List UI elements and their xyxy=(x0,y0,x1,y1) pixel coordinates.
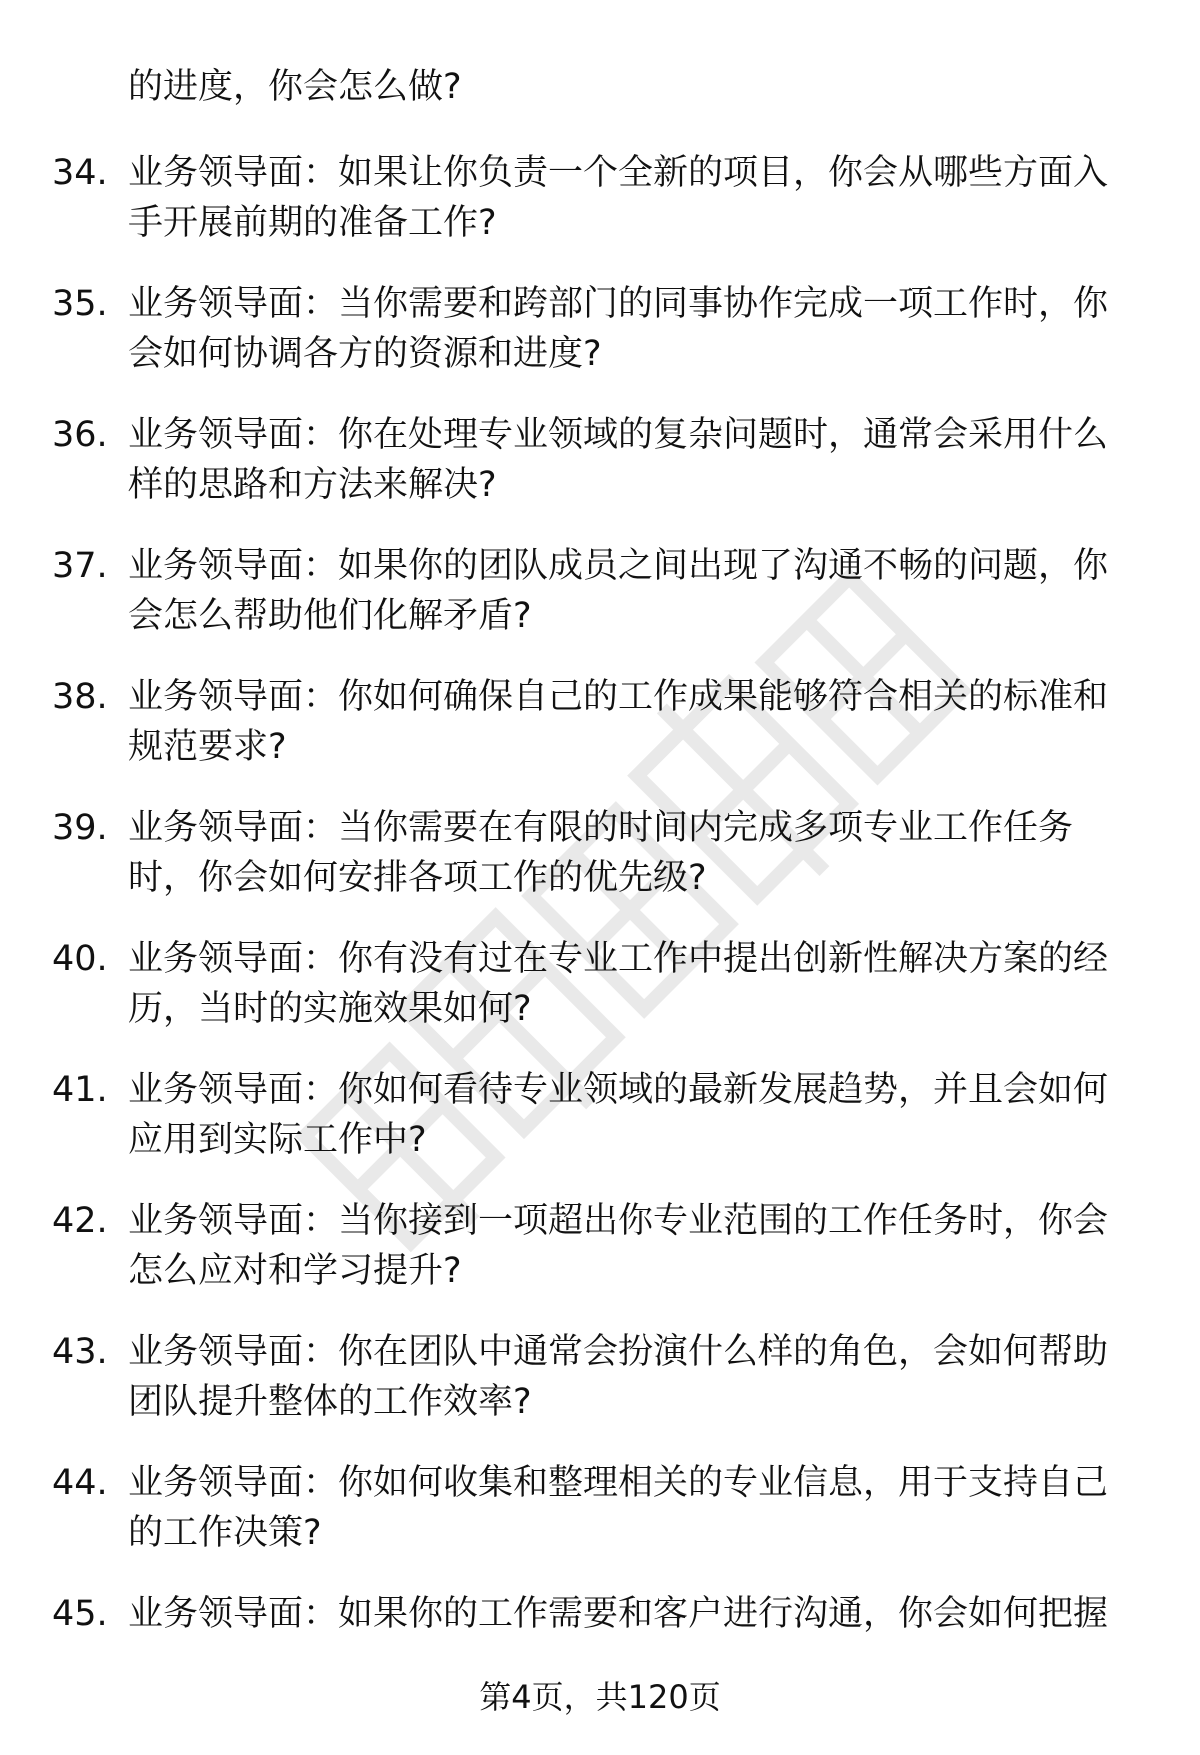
question-line: 历，当时的实施效果如何? xyxy=(128,989,532,1029)
question-number: 39. xyxy=(52,808,108,848)
question-text xyxy=(128,410,1138,510)
question-line: 业务领导面：当你接到一项超出你专业范围的工作任务时，你会 xyxy=(128,1201,1109,1241)
question-line: 业务领导面：如果让你负责一个全新的项目，你会从哪些方面入 xyxy=(128,153,1109,193)
question-line: 业务领导面：你在团队中通常会扮演什么样的角色，会如何帮助 xyxy=(128,1332,1109,1372)
question-line: 业务领导面：如果你的团队成员之间出现了沟通不畅的问题，你 xyxy=(128,546,1109,586)
question-text xyxy=(128,1327,1138,1427)
question-line: 业务领导面：你如何收集和整理相关的专业信息，用于支持自己 xyxy=(128,1463,1109,1503)
question-text xyxy=(128,541,1138,641)
continuation-line: 的进度，你会怎么做? xyxy=(128,67,462,107)
question-line: 业务领导面：当你需要和跨部门的同事协作完成一项工作时，你 xyxy=(128,284,1109,324)
question-number: 36. xyxy=(52,415,108,455)
question-line: 应用到实际工作中? xyxy=(128,1120,427,1160)
question-line: 团队提升整体的工作效率? xyxy=(128,1382,532,1422)
question-text xyxy=(128,1196,1138,1296)
question-number: 41. xyxy=(52,1070,108,1110)
question-text xyxy=(128,1065,1138,1165)
question-number: 44. xyxy=(52,1463,108,1503)
question-line: 规范要求? xyxy=(128,727,287,767)
question-number: 45. xyxy=(52,1594,108,1634)
question-number: 43. xyxy=(52,1332,108,1372)
question-number: 42. xyxy=(52,1201,108,1241)
page-footer: 第4页，共120页 xyxy=(479,1678,721,1716)
question-line: 怎么应对和学习提升? xyxy=(128,1251,462,1291)
question-text xyxy=(128,148,1138,248)
question-line: 样的思路和方法来解决? xyxy=(128,465,497,505)
question-line: 会怎么帮助他们化解矛盾? xyxy=(128,596,532,636)
question-line: 业务领导面：当你需要在有限的时间内完成多项专业工作任务 xyxy=(128,808,1074,848)
question-line: 的工作决策? xyxy=(128,1513,322,1553)
question-line: 时，你会如何安排各项工作的优先级? xyxy=(128,858,707,898)
question-line: 业务领导面：你如何看待专业领域的最新发展趋势，并且会如何 xyxy=(128,1070,1109,1110)
question-number: 35. xyxy=(52,284,108,324)
question-number: 40. xyxy=(52,939,108,979)
question-number: 34. xyxy=(52,153,108,193)
question-text xyxy=(128,803,1138,903)
question-line: 业务领导面：你在处理专业领域的复杂问题时，通常会采用什么 xyxy=(128,415,1109,455)
question-text xyxy=(128,672,1138,772)
question-line: 业务领导面：如果你的工作需要和客户进行沟通，你会如何把握 xyxy=(128,1594,1109,1634)
question-number: 37. xyxy=(52,546,108,586)
question-line: 手开展前期的准备工作? xyxy=(128,203,497,243)
question-line: 业务领导面：你有没有过在专业工作中提出创新性解决方案的经 xyxy=(128,939,1109,979)
question-text xyxy=(128,934,1138,1034)
question-line: 业务领导面：你如何确保自己的工作成果能够符合相关的标准和 xyxy=(128,677,1109,717)
question-text xyxy=(128,1458,1138,1558)
question-text xyxy=(128,279,1138,379)
question-text xyxy=(128,1589,1138,1639)
question-line: 会如何协调各方的资源和进度? xyxy=(128,334,602,374)
question-number: 38. xyxy=(52,677,108,717)
